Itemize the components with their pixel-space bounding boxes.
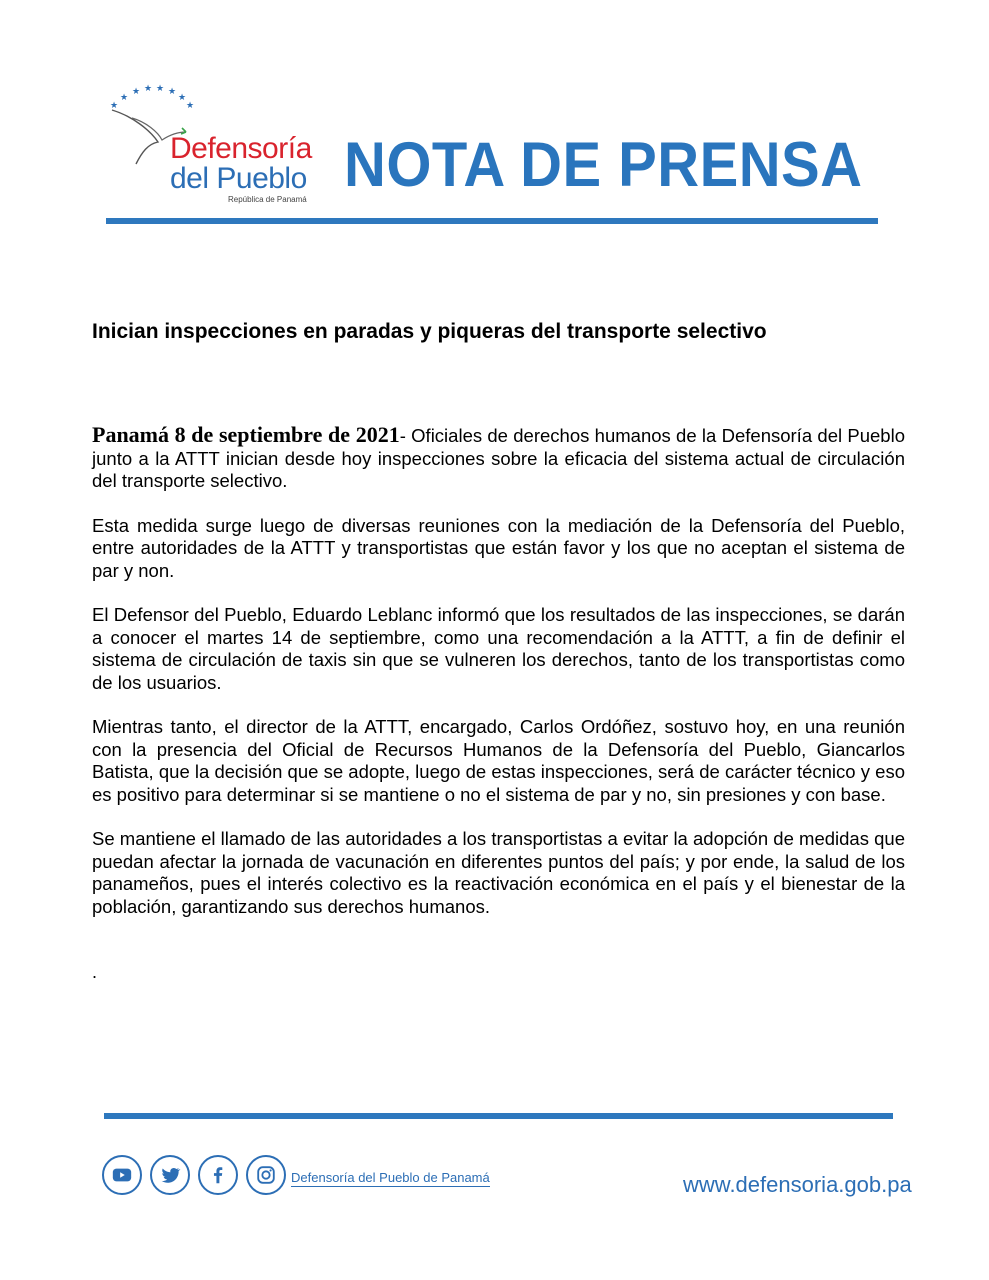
article-body	[92, 424, 905, 940]
facebook-icon[interactable]	[198, 1155, 238, 1195]
social-handle[interactable]: Defensoría del Pueblo de Panamá	[291, 1170, 490, 1185]
page-title: NOTA DE PRENSA	[344, 130, 863, 200]
svg-text:★: ★	[178, 92, 187, 102]
website-link[interactable]: www.defensoria.gob.pa	[683, 1172, 912, 1197]
youtube-icon[interactable]	[102, 1155, 142, 1195]
trailing-dot: .	[92, 962, 98, 982]
svg-text:★: ★	[168, 86, 177, 96]
paragraph: Esta medida surge luego de diversas reuniones con la mediación de la Defensoría del Pueblo, entre autoridades de la ATTT y transportistas que están favor y los que no aceptan el sistema de par y non.	[92, 514, 905, 581]
svg-text:★: ★	[144, 83, 153, 93]
paragraph: Mientras tanto, el director de la ATTT, encargado, Carlos Ordóñez, sostuvo hoy, en una reunión con la presencia del Oficial de Recursos Humanos de la Defensoría del Pueblo, Giancarlos Batista, que la decisión que se adopte, luego de estas inspecciones, será de carácter técnico y eso es positivo para determinar si se mantiene o no el sistema de par y no, sin presiones y con base.	[92, 716, 905, 805]
social-links	[102, 1155, 286, 1199]
twitter-icon[interactable]	[150, 1155, 190, 1195]
header-divider	[106, 218, 878, 224]
instagram-icon[interactable]	[246, 1155, 286, 1195]
paragraph: El Defensor del Pueblo, Eduardo Leblanc informó que los resultados de las inspecciones, se darán a conocer el martes 14 de septiembre, como una recomendación a la ATTT, a fin de definir el sistema de circulación de taxis sin que se vulneren los derechos, tanto de los transportistas como de los usuarios.	[92, 604, 905, 693]
footer-divider	[104, 1113, 893, 1119]
svg-text:★: ★	[132, 86, 141, 96]
lead-paragraph	[92, 424, 905, 493]
dateline: Panamá 8 de septiembre de 2021	[92, 422, 400, 447]
lead-text: - Oficiales de derechos humanos de la Defensoría del Pueblo junto a la ATTT inician desde hoy inspecciones sobre la eficacia del sistema actual de circulación del transporte selectivo.	[92, 425, 905, 491]
defensoria-logo	[100, 82, 330, 207]
svg-text:★: ★	[110, 100, 119, 110]
svg-text:★: ★	[186, 100, 195, 110]
svg-text:★: ★	[156, 83, 165, 93]
logo-subtitle: República de Panamá	[228, 195, 307, 204]
svg-text:★: ★	[120, 92, 129, 102]
logo-name-line2: del Pueblo	[170, 162, 307, 195]
logo-name-line1: Defensoría	[170, 132, 312, 165]
paragraph: Se mantiene el llamado de las autoridades a los transportistas a evitar la adopción de medidas que puedan afectar la jornada de vacunación en diferentes puntos del país; y por ende, la salud de los panameños, pues el interés colectivo es la reactivación económica en el país y el bienestar de la población, garantizando sus derechos humanos.	[92, 828, 905, 917]
article-headline: Inician inspecciones en paradas y piqueras del transporte selectivo	[92, 320, 767, 343]
